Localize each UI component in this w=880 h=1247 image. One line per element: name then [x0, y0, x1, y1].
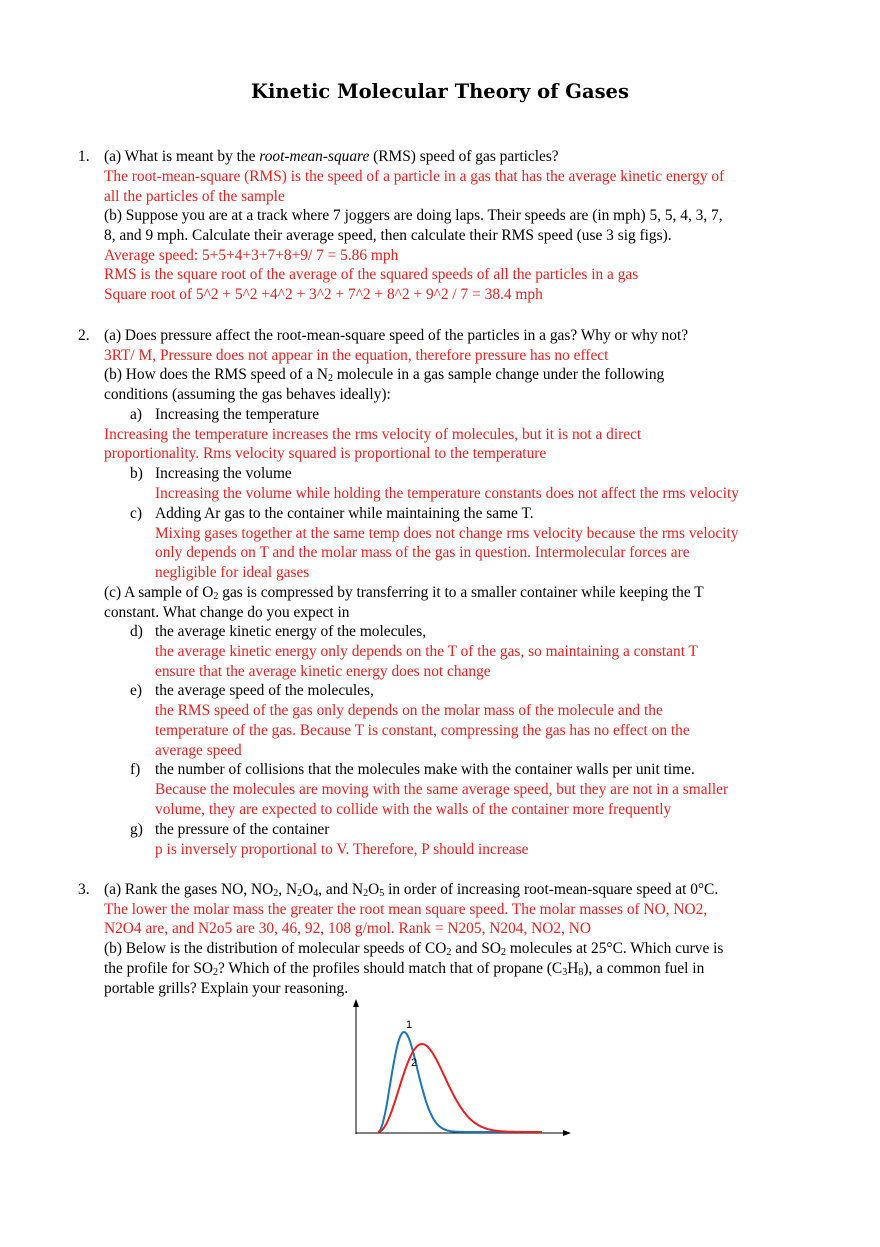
answer-line: only depends on T and the molar mass of the gas in question. Intermolecular forces are	[155, 544, 690, 561]
item-text: the pressure of the container	[155, 821, 330, 838]
answer-line: Mixing gases together at the same temp does not change rms velocity because the rms velocity	[155, 525, 739, 542]
question-number: 1.	[78, 148, 90, 165]
curve-2	[378, 1044, 542, 1132]
answer-line: RMS is the square root of the average of the squared speeds of all the particles in a gas	[104, 266, 639, 283]
answer-line: The root-mean-square (RMS) is the speed of a particle in a gas that has the average kinetic energy of	[104, 168, 725, 185]
question-line: constant. What change do you expect in	[104, 604, 350, 621]
question-line: the profile for $SO_2$? Which of the profiles should match that of propane $(C_3H_8)$, a common fuel in	[104, 960, 705, 978]
item-text: Adding Ar gas to the container while maintaining the same T.	[155, 505, 534, 522]
item-text: Increasing the volume	[155, 465, 292, 482]
answer-line: Because the molecules are moving with the same average speed, but they are not in a smaller	[155, 781, 729, 798]
item-text: the average speed of the molecules,	[155, 682, 374, 699]
answer-line: Increasing the temperature increases the rms velocity of molecules, but it is not a direct	[104, 426, 642, 443]
item-label: b)	[130, 465, 143, 482]
item-text: the number of collisions that the molecules make with the container walls per unit time.	[155, 761, 695, 778]
question-line: (b) Below is the distribution of molecular speeds of $CO_2$ and $SO_2$ molecules at 25°C. Which curve is	[104, 940, 724, 958]
answer-line: N2O4 are, and N2o5 are 30, 46, 92, 108 g/mol. Rank = N205, N204, NO2, NO	[104, 920, 592, 937]
answer-line: Increasing the volume while holding the temperature constants does not affect the rms velocity	[155, 485, 739, 502]
item-label: e)	[130, 682, 142, 699]
answer-line: p is inversely proportional to V. Therefore, P should increase	[155, 841, 529, 858]
question-number: 3.	[78, 881, 90, 898]
speed-distribution-chart	[340, 998, 580, 1140]
question-line: portable grills? Explain your reasoning.	[104, 980, 349, 997]
question-1a-text: (a) What is meant by the root-mean-square (RMS) speed of gas particles?	[104, 148, 559, 165]
question-line: (a) Rank the gases NO, $NO_2$, $N_2O_4$, and $N_2O_5$ in order of increasing root-mean-square speed at 0°C.	[104, 881, 719, 899]
answer-line: ensure that the average kinetic energy does not change	[155, 663, 491, 680]
answer-line: temperature of the gas. Because T is constant, compressing the gas has no effect on the	[155, 722, 690, 739]
item-label: c)	[130, 505, 142, 522]
answer-line: 3RT/ M, Pressure does not appear in the equation, therefore pressure has no effect	[104, 347, 609, 364]
answer-line: the average kinetic energy only depends on the T of the gas, so maintaining a constant T	[155, 643, 698, 660]
page-title: Kinetic Molecular Theory of Gases	[251, 80, 629, 103]
x-axis-arrow	[563, 1130, 571, 1136]
answer-line: the RMS speed of the gas only depends on the molar mass of the molecule and the	[155, 702, 663, 719]
question-line: (b) Suppose you are at a track where 7 joggers are doing laps. Their speeds are (in mph) 5, 5, 4, 3, 7,	[104, 207, 723, 224]
question-line: 8, and 9 mph. Calculate their average speed, then calculate their RMS speed (use 3 sig figs).	[104, 227, 672, 244]
item-label: g)	[130, 821, 143, 838]
question-line: (b) How does the RMS speed of a $N_2$ molecule in a gas sample change under the following	[104, 366, 665, 384]
item-label: d)	[130, 623, 143, 640]
question-line: (c) A sample of $O_2$ gas is compressed by transferring it to a smaller container while keeping the T	[104, 584, 704, 602]
answer-line: Average speed: 5+5+4+3+7+8+9/ 7 = 5.86 mph	[104, 247, 399, 264]
curve-label-2: 2	[411, 1057, 418, 1069]
answer-line: proportionality. Rms velocity squared is proportional to the temperature	[104, 445, 547, 462]
curve-1	[378, 1032, 520, 1132]
question-line: conditions (assuming the gas behaves ideally):	[104, 386, 391, 403]
question-number: 2.	[78, 327, 90, 344]
answer-line: Square root of 5^2 + 5^2 +4^2 + 3^2 + 7^2 + 8^2 + 9^2 / 7 = 38.4 mph	[104, 286, 543, 303]
answer-line: volume, they are expected to collide with the walls of the container more frequently	[155, 801, 672, 818]
y-axis-arrow	[353, 999, 359, 1007]
answer-line: The lower the molar mass the greater the root mean square speed. The molar masses of NO, NO2,	[104, 901, 708, 918]
curve-label-1: 1	[406, 1019, 413, 1031]
item-text: Increasing the temperature	[155, 406, 320, 423]
question-line: (a) Does pressure affect the root-mean-square speed of the particles in a gas? Why or why not?	[104, 327, 689, 344]
answer-line: negligible for ideal gases	[155, 564, 310, 581]
answer-line: all the particles of the sample	[104, 188, 285, 205]
item-text: the average kinetic energy of the molecules,	[155, 623, 427, 640]
answer-line: average speed	[155, 742, 242, 759]
item-label: a)	[130, 406, 142, 423]
item-label: f)	[130, 761, 141, 778]
